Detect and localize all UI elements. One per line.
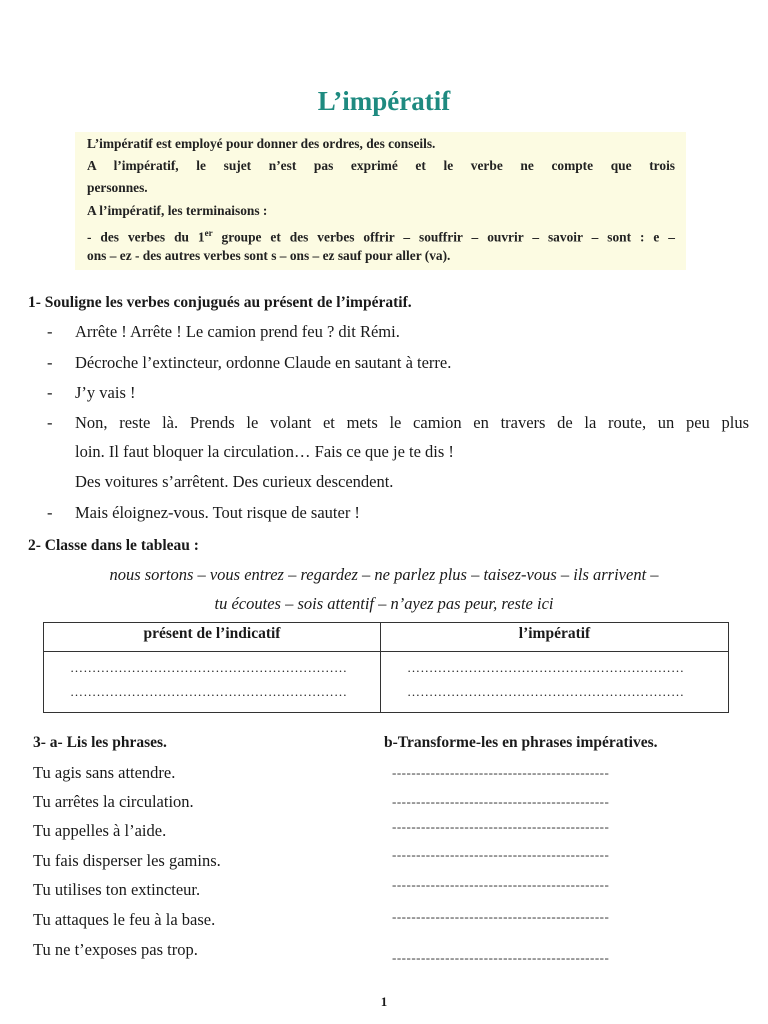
classify-table — [43, 622, 729, 713]
exercise-3-sentence: Tu arrêtes la circulation. — [33, 792, 194, 811]
sentence-4a: Non, reste là. Prends le volant et mets le camion en travers de la route, un peu plus — [75, 413, 749, 432]
sentence-2: Décroche l’extincteur, ordonne Claude en sautant à terre. — [75, 353, 452, 372]
answer-dots: ……………………………………………………… — [70, 684, 348, 699]
exercise-3-sentence: Tu ne t’exposes pas trop. — [33, 940, 198, 959]
sentence-4c: Des voitures s’arrêtent. Des curieux descendent. — [75, 472, 394, 491]
answer-line[interactable]: --------------------------------------------- — [392, 847, 610, 862]
rule-line-5 — [87, 225, 675, 245]
dash-1: - — [47, 322, 53, 341]
column-header-present: présent de l’indicatif — [44, 623, 381, 652]
rule-line-5-end: groupe et des verbes offrir – souffrir – ouvrir – savoir – sont : e – — [212, 229, 675, 245]
imperative-answer-cell[interactable] — [381, 652, 729, 713]
dash-4: - — [47, 413, 53, 432]
rule-line-6: ons – ez - des autres verbes sont s – ons – ez sauf pour aller (va). — [87, 248, 451, 263]
exercise-3-sentence: Tu appelles à l’aide. — [33, 821, 167, 840]
dash-2: - — [47, 353, 53, 372]
word-list-line-1: nous sortons – vous entrez – regardez – ne parlez plus – taisez-vous – ils arrivent – — [109, 565, 659, 584]
sentence-5: Mais éloignez-vous. Tout risque de sauter ! — [75, 503, 360, 522]
answer-line[interactable]: --------------------------------------------- — [392, 765, 610, 780]
present-answer-cell[interactable] — [44, 652, 381, 713]
rule-line-5-sup: er — [204, 228, 213, 238]
answer-dots: ……………………………………………………… — [70, 660, 348, 675]
rule-line-2: A l’impératif, le sujet n’est pas exprimé et le verbe ne compte que trois — [87, 158, 675, 173]
exercise-3-sentence: Tu agis sans attendre. — [33, 763, 176, 782]
word-list-line-2: tu écoutes – sois attentif – n’ayez pas peur, reste ici — [214, 594, 554, 613]
rule-line-3: personnes. — [87, 180, 148, 195]
answer-line[interactable]: --------------------------------------------- — [392, 877, 610, 892]
rule-line-1: L’impératif est employé pour donner des ordres, des conseils. — [87, 136, 436, 151]
answer-line[interactable]: --------------------------------------------- — [392, 950, 610, 965]
dash-5: - — [47, 503, 53, 522]
answer-line[interactable]: --------------------------------------------- — [392, 909, 610, 924]
dash-3: - — [47, 383, 53, 402]
exercise-1-heading: 1- Souligne les verbes conjugués au présent de l’impératif. — [28, 294, 412, 311]
answer-line[interactable]: --------------------------------------------- — [392, 819, 610, 834]
page-number: 1 — [380, 994, 388, 1009]
exercise-3-sentence: Tu utilises ton extincteur. — [33, 880, 201, 899]
sentence-3: J’y vais ! — [75, 383, 136, 402]
exercise-2-heading: 2- Classe dans le tableau : — [28, 537, 199, 554]
column-header-imperative: l’impératif — [381, 623, 729, 652]
sentence-4b: loin. Il faut bloquer la circulation… Fais ce que je te dis ! — [75, 442, 454, 461]
answer-line[interactable]: --------------------------------------------- — [392, 794, 610, 809]
answer-dots: ……………………………………………………… — [407, 684, 685, 699]
exercise-3-sentence: Tu fais disperser les gamins. — [33, 851, 221, 870]
sentence-1: Arrête ! Arrête ! Le camion prend feu ? dit Rémi. — [75, 322, 400, 341]
page-title: L’impératif — [317, 86, 451, 116]
rule-line-4: A l’impératif, les terminaisons : — [87, 203, 268, 218]
rule-line-5-start: - des verbes du 1 — [87, 229, 205, 245]
exercise-3-sentence: Tu attaques le feu à la base. — [33, 910, 216, 929]
answer-dots: ……………………………………………………… — [407, 660, 685, 675]
exercise-3b-heading: b-Transforme-les en phrases impératives. — [384, 734, 658, 751]
exercise-3a-heading: 3- a- Lis les phrases. — [33, 734, 167, 751]
